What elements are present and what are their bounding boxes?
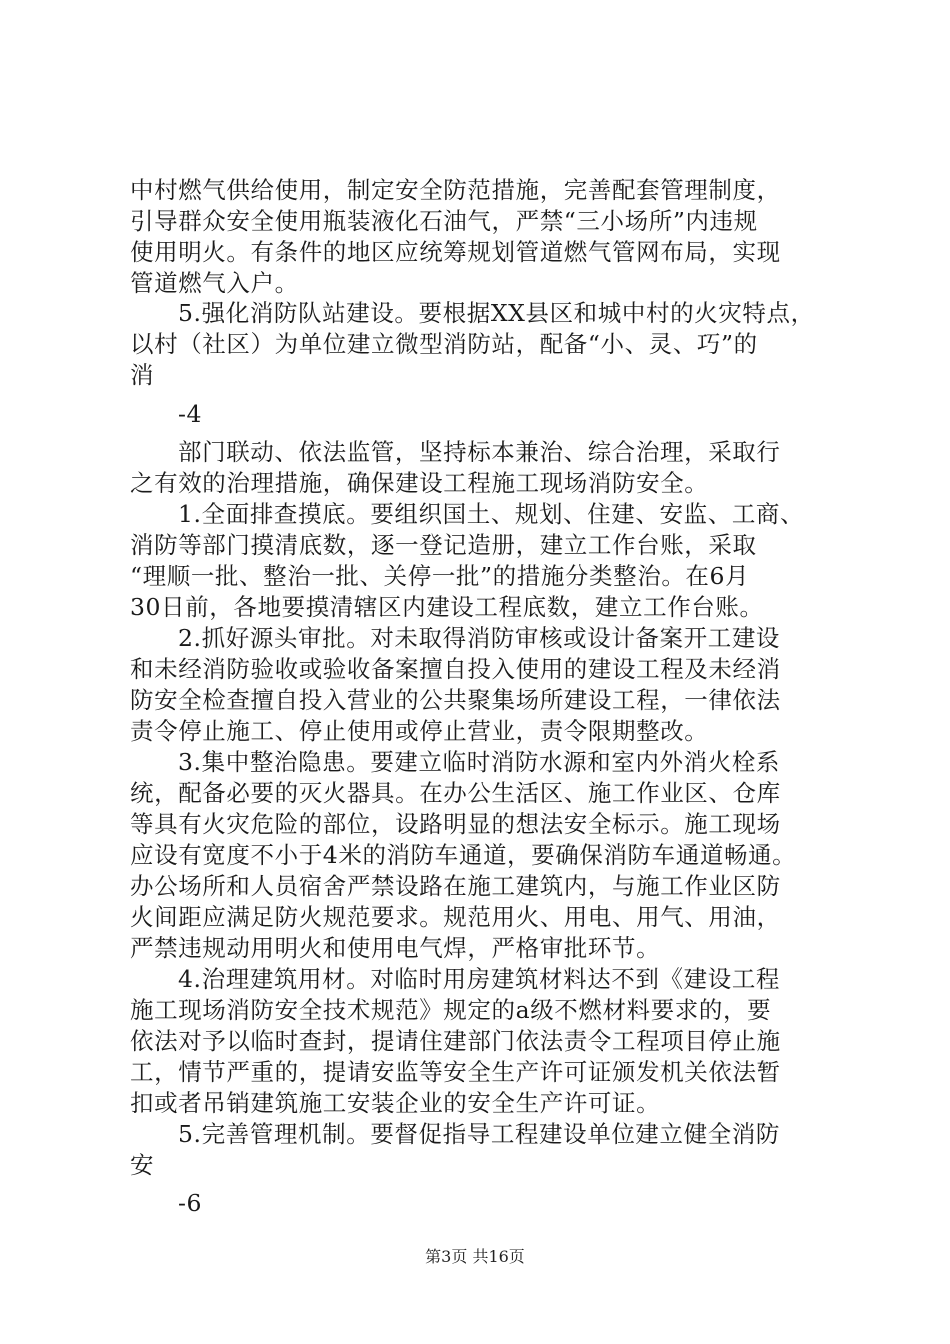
text-line: 中村燃气供给使用，制定安全防范措施，完善配套管理制度， bbox=[130, 176, 781, 204]
text-line: 使用明火。有条件的地区应统筹规划管道燃气管网布局，实现 bbox=[130, 238, 781, 266]
text-line: 安 bbox=[130, 1151, 155, 1179]
text-line: 之有效的治理措施，确保建设工程施工现场消防安全。 bbox=[130, 469, 709, 497]
text-line: 施工现场消防安全技术规范》规定的a级不燃材料要求的，要 bbox=[130, 996, 772, 1024]
text-line: 扣或者吊销建筑施工安装企业的安全生产许可证。 bbox=[130, 1089, 661, 1117]
text-line: 30日前，各地要摸清辖区内建设工程底数，建立工作台账。 bbox=[130, 593, 764, 621]
text-line: 以村（社区）为单位建立微型消防站，配备“小、灵、巧”的 bbox=[130, 330, 758, 358]
text-line: 火间距应满足防火规范要求。规范用火、用电、用气、用油， bbox=[130, 903, 781, 931]
text-line: 管道燃气入户。 bbox=[130, 269, 299, 297]
paragraph-start: 5.强化消防队站建设。要根据XX县区和城中村的火灾特点， bbox=[178, 299, 815, 327]
paragraph-start: 2.抓好源头审批。对未取得消防审核或设计备案开工建设 bbox=[178, 624, 781, 652]
text-line: 严禁违规动用明火和使用电气焊，严格审批环节。 bbox=[130, 934, 661, 962]
paragraph-start: 5.完善管理机制。要督促指导工程建设单位建立健全消防 bbox=[178, 1120, 781, 1148]
text-line: 消 bbox=[130, 361, 155, 389]
paragraph-start: 部门联动、依法监管，坚持标本兼治、综合治理，采取行 bbox=[178, 438, 781, 466]
text-line: 工，情节严重的，提请安监等安全生产许可证颁发机关依法暂 bbox=[130, 1058, 781, 1086]
page-footer: 第3页 共16页 bbox=[425, 1247, 525, 1266]
paragraph-start: 3.集中整治隐患。要建立临时消防水源和室内外消火栓系 bbox=[178, 748, 781, 776]
text-line: 办公场所和人员宿舍严禁设路在施工建筑内，与施工作业区防 bbox=[130, 872, 781, 900]
text-line: 责令停止施工、停止使用或停止营业，责令限期整改。 bbox=[130, 717, 709, 745]
text-line: 依法对予以临时查封，提请住建部门依法责令工程项目停止施 bbox=[130, 1027, 781, 1055]
text-line: 防安全检查擅自投入营业的公共聚集场所建设工程，一律依法 bbox=[130, 686, 781, 714]
text-line: 引导群众安全使用瓶装液化石油气，严禁“三小场所”内违规 bbox=[130, 207, 758, 235]
text-line: 和未经消防验收或验收备案擅自投入使用的建设工程及未经消 bbox=[130, 655, 781, 683]
paragraph-start: 4.治理建筑用材。对临时用房建筑材料达不到《建设工程 bbox=[178, 965, 781, 993]
page-number-marker: -6 bbox=[178, 1189, 203, 1217]
paragraph-start: 1.全面排查摸底。要组织国土、规划、住建、安监、工商、 bbox=[178, 500, 805, 528]
text-line: 统，配备必要的灭火器具。在办公生活区、施工作业区、仓库 bbox=[130, 779, 781, 807]
text-line: “理顺一批、整治一批、关停一批”的措施分类整治。在6月 bbox=[130, 562, 750, 590]
text-line: 消防等部门摸清底数，逐一登记造册，建立工作台账，采取 bbox=[130, 531, 757, 559]
text-line: 等具有火灾危险的部位，设路明显的想法安全标示。施工现场 bbox=[130, 810, 781, 838]
page-number-marker: -4 bbox=[178, 400, 203, 428]
text-line: 应设有宽度不小于4米的消防车通道，要确保消防车通道畅通。 bbox=[130, 841, 797, 869]
